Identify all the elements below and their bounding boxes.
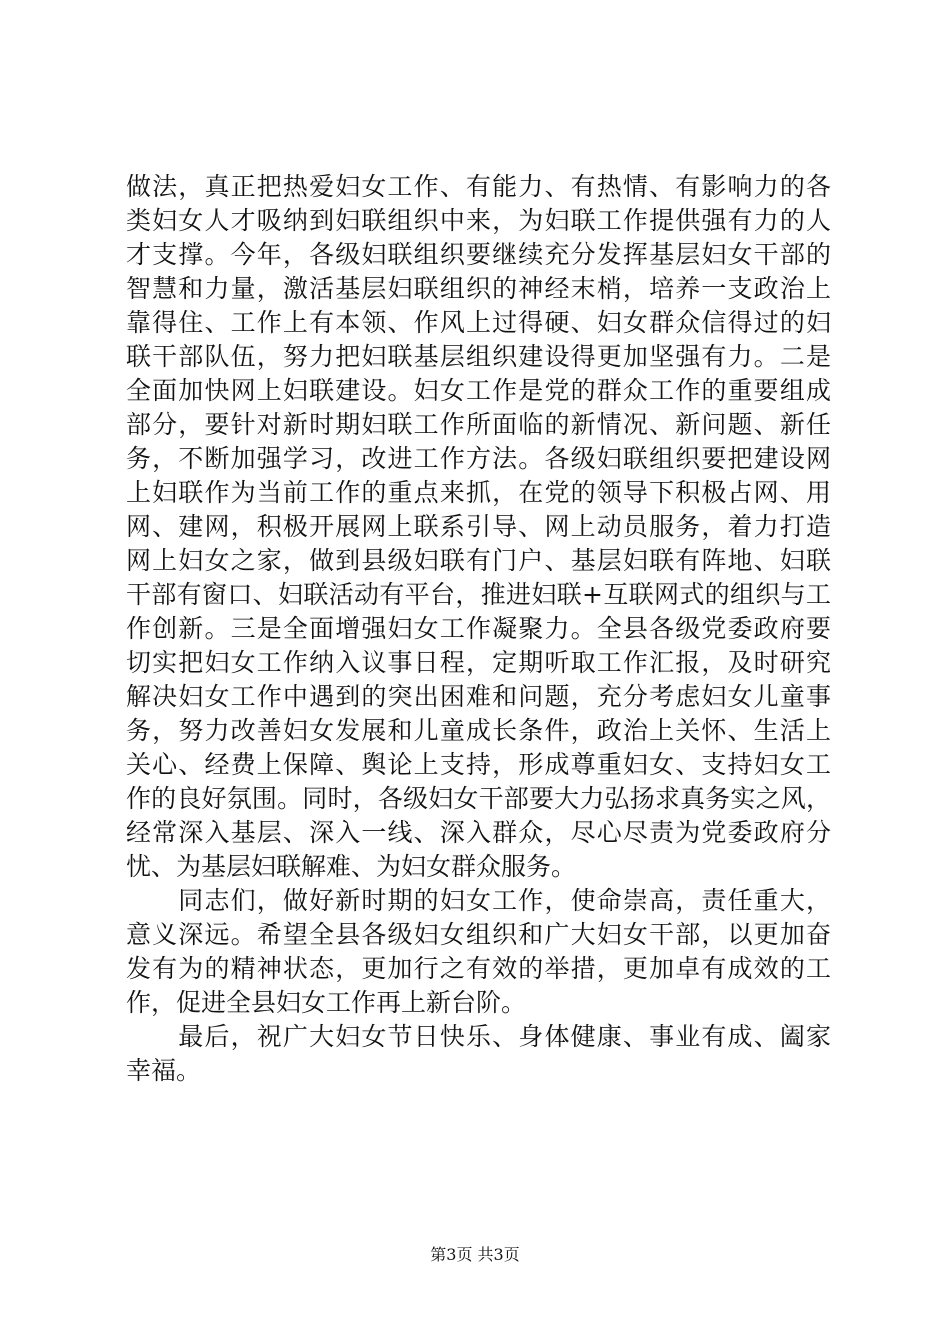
text-line: 网上妇女之家，做到县级妇联有门户、基层妇联有阵地、妇联 <box>126 546 831 575</box>
text-line: 作创新。三是全面增强妇女工作凝聚力。全县各级党委政府要 <box>126 614 831 643</box>
text-line: 同志们，做好新时期的妇女工作，使命崇高，责任重大， <box>126 886 831 915</box>
text-line: 上妇联作为当前工作的重点来抓，在党的领导下积极占网、用 <box>126 478 831 507</box>
text-line: 务，努力改善妇女发展和儿童成长条件，政治上关怀、生活上 <box>126 716 831 745</box>
text-line: 靠得住、工作上有本领、作风上过得硬、妇女群众信得过的妇 <box>126 308 831 337</box>
paragraph-end-line: 忧、为基层妇联解难、为妇女群众服务。 <box>126 852 577 881</box>
text-line: 类妇女人才吸纳到妇联组织中来，为妇联工作提供强有力的人 <box>126 206 831 235</box>
text-line: 网、建网，积极开展网上联系引导、网上动员服务，着力打造 <box>126 512 831 541</box>
text-line: 做法，真正把热爱妇女工作、有能力、有热情、有影响力的各 <box>126 172 831 201</box>
text-line: 联干部队伍，努力把妇联基层组织建设得更加坚强有力。二是 <box>126 342 831 371</box>
text-line: 智慧和力量，激活基层妇联组织的神经末梢，培养一支政治上 <box>126 274 831 303</box>
text-line: 切实把妇女工作纳入议事日程，定期听取工作汇报，及时研究 <box>126 648 831 677</box>
text-line: 作的良好氛围。同时，各级妇女干部要大力弘扬求真务实之风， <box>126 784 831 813</box>
text-line: 经常深入基层、深入一线、深入群众，尽心尽责为党委政府分 <box>126 818 831 847</box>
paragraph-end-line: 幸福。 <box>126 1056 202 1085</box>
paragraph-end-line: 作，促进全县妇女工作再上新台阶。 <box>126 988 527 1017</box>
text-line: 干部有窗口、妇联活动有平台，推进妇联+互联网式的组织与工 <box>126 580 831 609</box>
document-body <box>126 170 831 1088</box>
text-line: 关心、经费上保障、舆论上支持，形成尊重妇女、支持妇女工 <box>126 750 831 779</box>
text-line: 最后，祝广大妇女节日快乐、身体健康、事业有成、阖家 <box>126 1022 831 1051</box>
text-line: 务，不断加强学习，改进工作方法。各级妇联组织要把建设网 <box>126 444 831 473</box>
text-line: 才支撑。今年，各级妇联组织要继续充分发挥基层妇女干部的 <box>126 240 831 269</box>
text-line: 全面加快网上妇联建设。妇女工作是党的群众工作的重要组成 <box>126 376 831 405</box>
text-line: 解决妇女工作中遇到的突出困难和问题，充分考虑妇女儿童事 <box>126 682 831 711</box>
text-line: 意义深远。希望全县各级妇女组织和广大妇女干部，以更加奋 <box>126 920 831 949</box>
text-line: 部分，要针对新时期妇联工作所面临的新情况、新问题、新任 <box>126 410 831 439</box>
page-number-footer: 第3页 共3页 <box>430 1245 520 1264</box>
text-line: 发有为的精神状态，更加行之有效的举措，更加卓有成效的工 <box>126 954 831 983</box>
